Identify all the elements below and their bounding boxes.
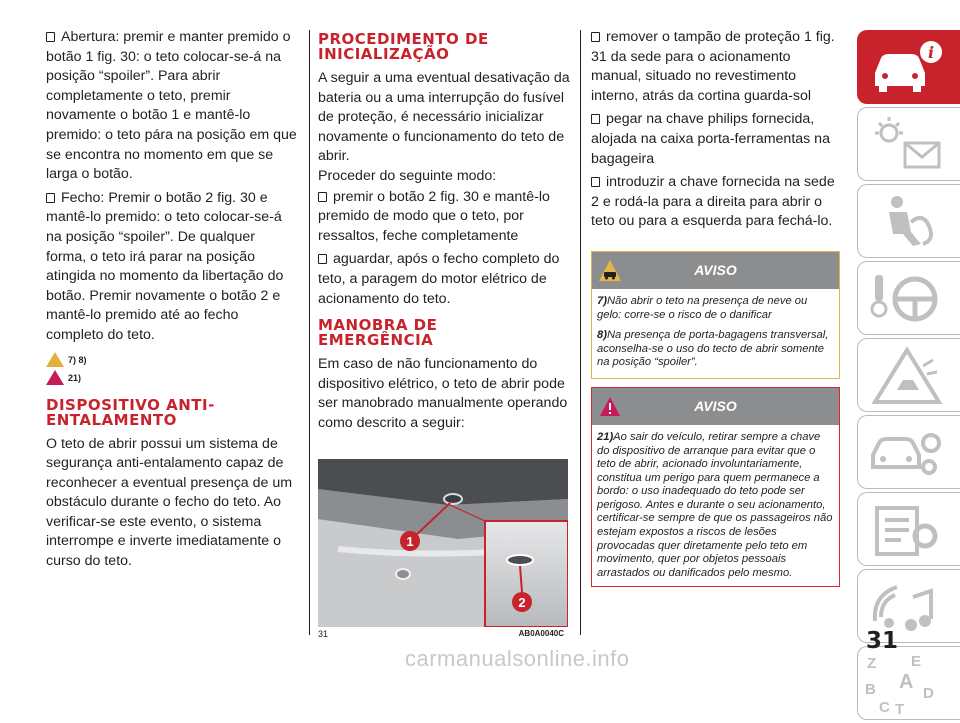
bullet-square-icon — [318, 254, 327, 264]
column-divider-1 — [309, 30, 310, 635]
aviso-item: 21)Ao sair do veículo, retirar sempre a chave do dispositivo de arranque para evitar que o teto de abrir, acionado involuntariamente, constitua um perigo para quem permanece a bordo: o uso inadequado do teto pode ser perigoso. Antes e durante o seu acionamento, certificar-se sempre de que os passageiros não estejam expostos a riscos de lesões provocadas quer diretamente pelo teto em movimento, quer por objetos pessoais arrastados ou danificados pelo mesmo. — [597, 430, 833, 579]
seat-safety-icon — [867, 192, 947, 252]
bullet-square-icon — [46, 193, 55, 203]
svg-text:B: B — [865, 681, 876, 698]
column-divider-2 — [580, 30, 581, 635]
section-heading-emergency: MANOBRA DE EMERGÊNCIA — [318, 316, 438, 350]
tab-car-info[interactable] — [857, 30, 960, 104]
technical-data-icon — [867, 500, 947, 560]
bullet-square-icon — [46, 32, 55, 42]
aviso-header — [592, 252, 839, 289]
svg-text:i: i — [927, 43, 935, 62]
bullet-remove-cap: remover o tampão de proteção 1 fig. 31 da sede para o acionamento manual, situado no revestimento interno, atrás da cortina guarda-sol — [591, 29, 835, 104]
svg-text:E: E — [911, 653, 922, 670]
dashboard-lights-icon — [867, 115, 947, 175]
section-heading-anti-entrapment: DISPOSITIVO ANTI-ENTALAMENTO — [46, 395, 215, 429]
chapter-tabs — [857, 30, 960, 723]
steering-wheel-icon — [867, 269, 947, 329]
manual-drive-socket — [507, 555, 533, 565]
svg-text:A: A — [899, 671, 914, 693]
aviso-body — [592, 289, 839, 378]
car-service-icon — [867, 423, 947, 483]
aviso-item: 8)Na presença de porta-bagagens transversal, aconselha-se o uso do tecto de abrir somente na posição “spoiler”. — [597, 329, 829, 369]
danger-triangle-icon — [599, 396, 621, 418]
alphabetical-index-icon — [863, 652, 943, 716]
column-right — [591, 28, 840, 587]
bullet-press-button: premir o botão 2 fig. 30 e mantê-lo premido de modo que o teto, por ressaltos, feche completamente — [318, 188, 550, 244]
svg-text:C: C — [879, 699, 890, 716]
access-cap — [444, 494, 462, 504]
svg-text:Z: Z — [867, 655, 877, 672]
watermark: carmanualsonline.info — [405, 646, 630, 671]
paragraph-opening: Abertura: premir e manter premido o botão 1 fig. 30: o teto colocar-se-á na posição “spoiler”. Para abrir completamente o teto, premir novamente o botão 1 e mantê-lo premido: o teto pára na posição em que se encontra no momento em que se larga o botão. — [46, 29, 297, 183]
aviso-box-danger — [591, 387, 840, 588]
bullet-square-icon — [591, 32, 600, 42]
tab-service[interactable] — [857, 415, 960, 489]
bullet-insert-key: introduzir a chave fornecida na sede 2 e rodá-la para a direita para abrir o teto ou para a esquerda para fechá-lo. — [591, 174, 835, 230]
callout-2-label: 2 — [518, 594, 526, 610]
bullet-square-icon — [591, 114, 600, 124]
figure-code: AB0A0040C — [518, 628, 564, 638]
paragraph-proceed: Proceder do seguinte modo: — [318, 167, 497, 184]
tab-technical-data[interactable] — [857, 492, 960, 566]
column-left — [46, 28, 298, 572]
figure-number: 31 — [318, 628, 329, 639]
danger-reference: 21) — [46, 370, 298, 386]
svg-text:D: D — [923, 685, 934, 702]
roof-panel-illustration — [318, 459, 568, 627]
warning-triangle-icon — [867, 346, 947, 406]
warning-reference: 7) 8) — [46, 352, 298, 368]
aviso-box-warning — [591, 251, 840, 379]
tab-safety[interactable] — [857, 184, 960, 258]
paragraph-closing: Fecho: Premir o botão 2 fig. 30 e mantê-lo premido: o teto colocar-se-á na posição “spoiler”. De qualquer forma, o teto irá parar na posição atingida no momento da libertação do botão. Premir novamente o botão 2 e mantê-lo premido até ao fecho completo do teto. — [46, 189, 284, 343]
tab-starting-driving[interactable] — [857, 261, 960, 335]
danger-triangle-icon — [46, 370, 64, 385]
detail-inset — [485, 521, 568, 627]
figure-roof-panel — [318, 459, 568, 627]
bullet-wait-motor: aguardar, após o fecho completo do teto, a paragem do motor elétrico de acionamento do teto. — [318, 251, 560, 307]
bullet-square-icon — [318, 192, 327, 202]
aviso-item: 7)Não abrir o teto na presença de neve ou gelo: corre-se o risco de o danificar — [597, 294, 808, 321]
aviso-title: AVISO — [694, 397, 737, 414]
tab-emergency[interactable] — [857, 338, 960, 412]
column-middle — [318, 32, 570, 639]
aviso-header — [592, 388, 839, 425]
tab-dashboard-lights[interactable] — [857, 107, 960, 181]
bullet-square-icon — [591, 177, 600, 187]
paragraph-anti-entrapment: O teto de abrir possui um sistema de segurança anti-entalamento capaz de reconhecer a eventual presença de um obstáculo durante o fecho do teto. Ao verificar-se este evento, o sistema interrompe e inverte imediatamente o curso do teto. — [46, 435, 293, 570]
aviso-title: AVISO — [694, 261, 737, 278]
aviso-body — [592, 425, 839, 587]
section-heading-initialization: PROCEDIMENTO DE INICIALIZAÇÃO — [318, 30, 489, 63]
bullet-take-key: pegar na chave philips fornecida, alojada na caixa porta-ferramentas na bagageira — [591, 111, 830, 167]
tab-alphabetical-index[interactable] — [857, 646, 960, 720]
car-warning-icon — [598, 259, 622, 283]
figure-caption — [318, 629, 564, 639]
paragraph-initialization: A seguir a uma eventual desativação da bateria ou a uma interrupção do fusível de proteção, é necessário inicializar novamente o funcionamento do teto de abrir. — [318, 70, 570, 165]
car-info-icon — [865, 38, 945, 98]
paragraph-emergency: Em caso de não funcionamento do dispositivo elétrico, o teto de abrir pode ser manobrado manualmente operando como descrito a seguir: — [318, 356, 568, 431]
svg-text:T: T — [895, 701, 905, 716]
warning-triangle-icon — [46, 352, 64, 367]
page-number: 31 — [866, 628, 899, 654]
callout-1-label: 1 — [406, 533, 414, 549]
